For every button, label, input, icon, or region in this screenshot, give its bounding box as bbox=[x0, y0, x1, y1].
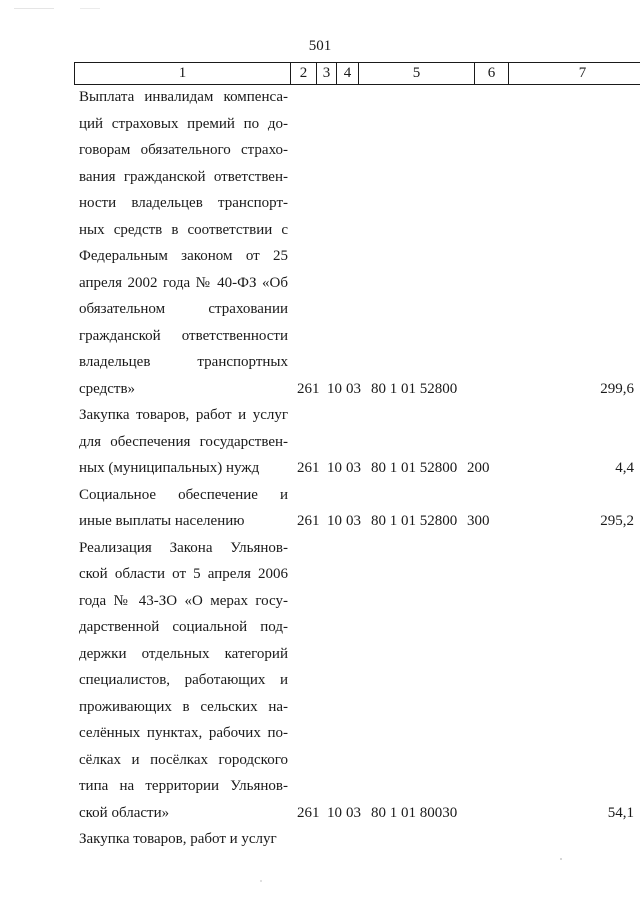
amount-value: 54,1 bbox=[607, 804, 634, 821]
description-line: ской области от 5 апреля 2006 bbox=[79, 566, 288, 582]
scan-speck bbox=[80, 8, 100, 9]
expense-type-code: 300 bbox=[467, 513, 490, 529]
section-code: 10 bbox=[327, 513, 342, 529]
description-line: апреля 2002 года № 40-ФЗ «Об bbox=[79, 274, 288, 291]
table-row bbox=[0, 402, 640, 482]
description-line: Реализация Закона Ульянов- bbox=[79, 539, 288, 556]
admin-code: 261 bbox=[297, 460, 320, 476]
target-article-code: 80 1 01 52800 bbox=[371, 460, 458, 476]
row-description bbox=[79, 535, 288, 827]
column-header-2: 2 bbox=[291, 63, 317, 85]
scan-speck bbox=[260, 880, 262, 882]
column-header-4: 4 bbox=[337, 63, 359, 85]
description-line: говорам обязательного страхо- bbox=[79, 142, 288, 158]
description-line: Закупка товаров, работ и услуг bbox=[79, 407, 288, 423]
column-header-7: 7 bbox=[509, 63, 640, 85]
description-line: вания гражданской ответствен- bbox=[79, 168, 288, 185]
description-line: года № 43-ЗО «О мерах госу- bbox=[79, 592, 288, 609]
description-line: держки отдельных категорий bbox=[79, 645, 288, 662]
target-article-code: 80 1 01 80030 bbox=[371, 804, 458, 821]
description-line: ных (муниципальных) нужд bbox=[79, 460, 260, 476]
row-description bbox=[79, 84, 288, 402]
page-number: 501 bbox=[308, 38, 332, 54]
column-header-6: 6 bbox=[475, 63, 509, 85]
description-line: ности владельцев транспорт- bbox=[79, 195, 288, 211]
row-description bbox=[79, 402, 288, 482]
column-header-table bbox=[74, 62, 640, 85]
section-code: 10 bbox=[327, 804, 342, 821]
expense-type-code: 200 bbox=[467, 460, 490, 476]
table-row bbox=[0, 84, 640, 402]
description-line: селённых пунктах, рабочих по- bbox=[79, 725, 288, 741]
description-line: дарственной социальной под- bbox=[79, 619, 288, 635]
description-line: иные выплаты населению bbox=[79, 513, 245, 529]
description-line: ций страховых премий по до- bbox=[79, 115, 288, 132]
row-description bbox=[79, 482, 288, 535]
description-line: Социальное обеспечение и bbox=[79, 486, 288, 503]
description-line: владельцев транспортных bbox=[79, 354, 288, 370]
subsection-code: 03 bbox=[346, 804, 361, 821]
description-line: ных средств в соответствии с bbox=[79, 221, 288, 238]
amount-value: 299,6 bbox=[600, 380, 634, 397]
description-line: специалистов, работающих и bbox=[79, 672, 288, 688]
table-row bbox=[0, 482, 640, 535]
description-line: проживающих в сельских на- bbox=[79, 698, 288, 715]
scan-speck bbox=[14, 8, 54, 9]
column-header-row bbox=[75, 63, 640, 85]
target-article-code: 80 1 01 52800 bbox=[371, 380, 458, 397]
description-line: типа на территории Ульянов- bbox=[79, 778, 288, 794]
description-line: средств» bbox=[79, 380, 136, 397]
row-description bbox=[79, 826, 288, 853]
admin-code: 261 bbox=[297, 513, 320, 529]
table-row bbox=[0, 535, 640, 827]
column-header-1: 1 bbox=[75, 63, 291, 85]
target-article-code: 80 1 01 52800 bbox=[371, 513, 458, 529]
column-header-3: 3 bbox=[317, 63, 337, 85]
description-line: ской области» bbox=[79, 804, 170, 821]
description-line: гражданской ответственности bbox=[79, 327, 288, 344]
description-line: Закупка товаров, работ и услуг bbox=[79, 831, 277, 847]
description-line: для обеспечения государствен- bbox=[79, 433, 288, 450]
subsection-code: 03 bbox=[346, 460, 361, 476]
section-code: 10 bbox=[327, 380, 342, 397]
section-code: 10 bbox=[327, 460, 342, 476]
description-line: сёлках и посёлках городского bbox=[79, 751, 288, 768]
scan-speck bbox=[560, 858, 562, 860]
amount-value: 4,4 bbox=[615, 460, 634, 476]
column-header-5: 5 bbox=[359, 63, 475, 85]
description-line: Выплата инвалидам компенса- bbox=[79, 89, 288, 105]
description-line: обязательном страховании bbox=[79, 301, 288, 317]
subsection-code: 03 bbox=[346, 513, 361, 529]
table-row bbox=[0, 826, 640, 853]
admin-code: 261 bbox=[297, 804, 320, 821]
description-line: Федеральным законом от 25 bbox=[79, 248, 288, 264]
subsection-code: 03 bbox=[346, 380, 361, 397]
amount-value: 295,2 bbox=[600, 513, 634, 529]
admin-code: 261 bbox=[297, 380, 320, 397]
